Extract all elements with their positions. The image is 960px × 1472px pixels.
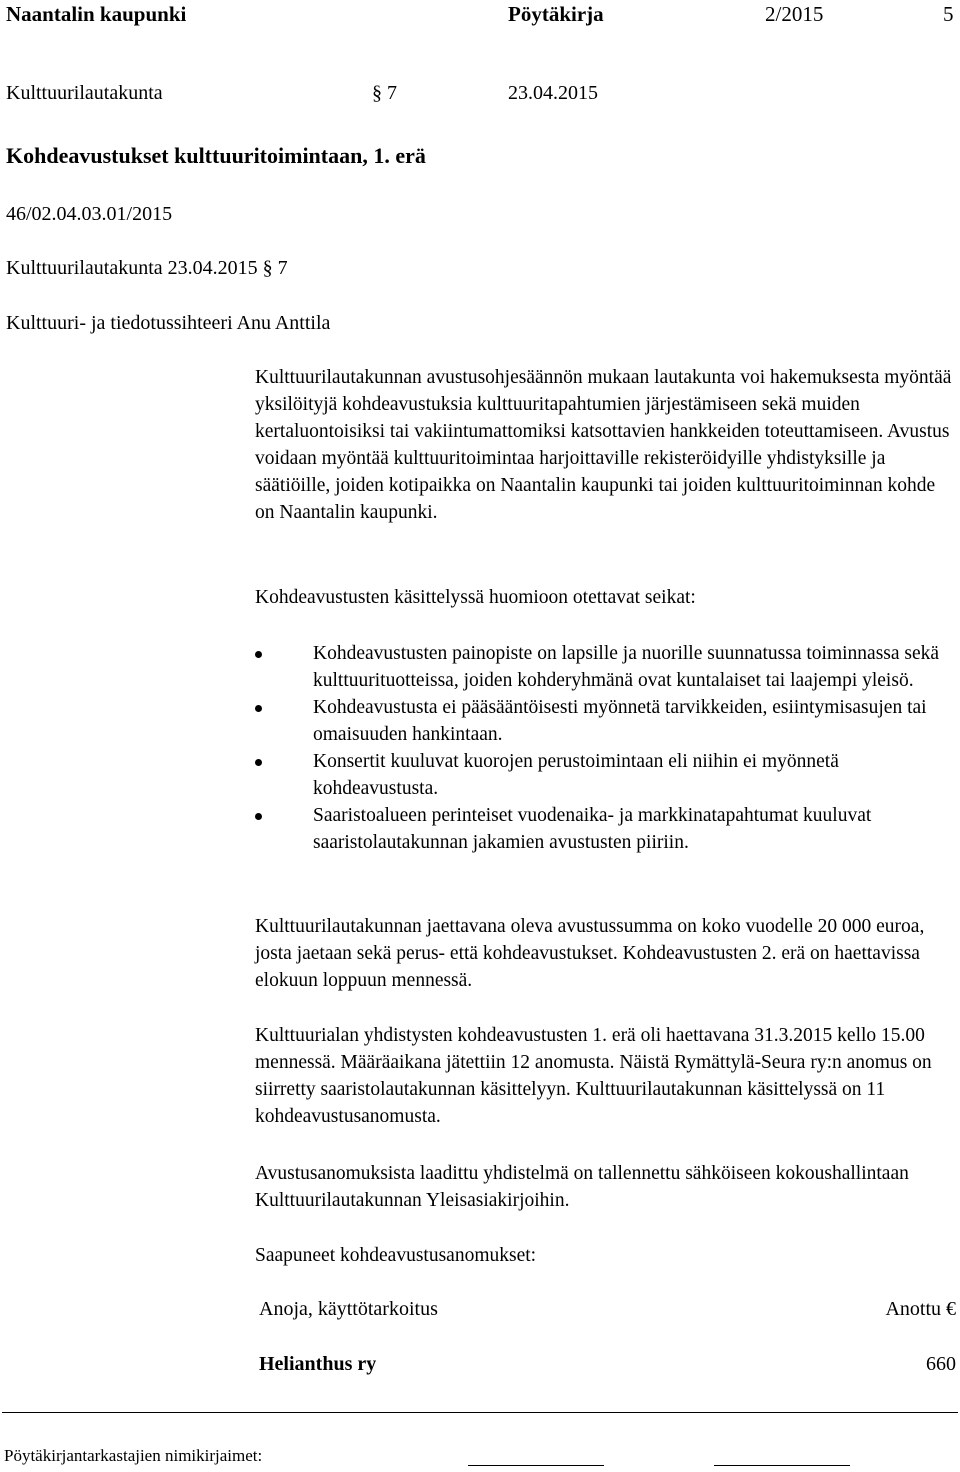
document-number: 2/2015: [765, 2, 824, 26]
meeting-reference: Kulttuurilautakunta 23.04.2015 § 7: [6, 257, 288, 279]
column-header-amount: Anottu €: [885, 1298, 956, 1320]
list-item: Saaristoalueen perinteiset vuodenaika- ja markkinatapahtumat kuuluvat saaristolautakunnan jakamien avustusten piiriin.: [255, 802, 955, 856]
paragraph-received: [255, 1242, 955, 1269]
meeting-section: § 7: [372, 82, 397, 104]
paragraph-summary: [255, 1160, 955, 1214]
paragraph-text: Kulttuurialan yhdistysten kohdeavustusten 1. erä oli haettavana 31.3.2015 kello 15.00 mennessä. Määräaikana jätettiin 12 anomusta. Näistä Rymättylä-Seura ry:n anomus on siirretty saaristolautakunnan käsittelyyn. Kulttuurilautakunnan käsittelyssä on 11 kohdeavustusanomusta.: [255, 1025, 932, 1127]
page-number: 5: [943, 2, 954, 26]
signature-line: [714, 1465, 850, 1466]
paragraph-text: Kulttuurilautakunnan avustusohjesäännön mukaan lautakunta voi hakemuksesta myöntää yksilöityjä kohdeavustuksia kulttuuritapahtumien järjestämiseen sekä muiden kertaluontoisiksi tai vakiintumattomiksi katsottavien hankkeiden toteuttamiseen. Avustus voidaan myöntää kulttuuritoimintaa harjoittaville rekisteröidyille yhdistyksille ja säätiöille, joiden kotipaikka on Naantalin kaupunki tai joiden kulttuuritoiminnan kohde on Naantalin kaupunki.: [255, 367, 952, 523]
list-item: Kohdeavustusten painopiste on lapsille ja nuorille suunnatussa toiminnassa sekä kulttuurituotteissa, joiden kohderyhmänä ovat kuntalaiset tai laajempi yleisö.: [255, 640, 955, 694]
preparer: Kulttuuri- ja tiedotussihteeri Anu Anttila: [6, 312, 331, 334]
signature-line: [468, 1465, 604, 1466]
list-item: Kohdeavustusta ei pääsääntöisesti myönnetä tarvikkeiden, esiintymisasujen tai omaisuuden hankintaan.: [255, 694, 955, 748]
list-item: Konsertit kuuluvat kuorojen perustoimintaan eli niihin ei myönnetä kohdeavustusta.: [255, 748, 955, 802]
paragraph-considerations: [255, 584, 955, 611]
paragraph-text: Saapuneet kohdeavustusanomukset:: [255, 1245, 537, 1266]
paragraph-text: Avustusanomuksista laadittu yhdistelmä on tallennettu sähköiseen kokoushallintaan Kulttuurilautakunnan Yleisasiakirjoihin.: [255, 1163, 909, 1211]
table-cell-applicant: Helianthus ry: [259, 1353, 377, 1375]
meeting-body: Kulttuurilautakunta: [6, 82, 163, 104]
bullet-icon: [255, 813, 262, 820]
meeting-date: 23.04.2015: [508, 82, 598, 104]
paragraph-budget: [255, 913, 955, 994]
footer-divider: [2, 1412, 958, 1413]
paragraph-intro: [255, 364, 955, 526]
table-cell-amount: 660: [926, 1353, 956, 1375]
column-header-applicant: Anoja, käyttötarkoitus: [259, 1298, 438, 1320]
document-type: Pöytäkirja: [508, 2, 604, 26]
bullet-icon: [255, 759, 262, 766]
organization-name: Naantalin kaupunki: [6, 2, 187, 26]
signatures-label: Pöytäkirjantarkastajien nimikirjaimet:: [4, 1446, 263, 1465]
diary-number: 46/02.04.03.01/2015: [6, 203, 173, 225]
paragraph-text: Kulttuurilautakunnan jaettavana oleva avustussumma on koko vuodelle 20 000 euroa, josta jaetaan sekä perus- että kohdeavustukset. Kohdeavustusten 2. erä on haettavissa elokuun loppuun mennessä.: [255, 916, 925, 991]
paragraph-applications: [255, 1022, 955, 1130]
bullet-icon: [255, 651, 262, 658]
page-title: Kohdeavustukset kulttuuritoimintaan, 1. erä: [6, 143, 426, 168]
considerations-list: [255, 640, 955, 856]
paragraph-text: Kohdeavustusten käsittelyssä huomioon otettavat seikat:: [255, 587, 696, 608]
bullet-icon: [255, 705, 262, 712]
